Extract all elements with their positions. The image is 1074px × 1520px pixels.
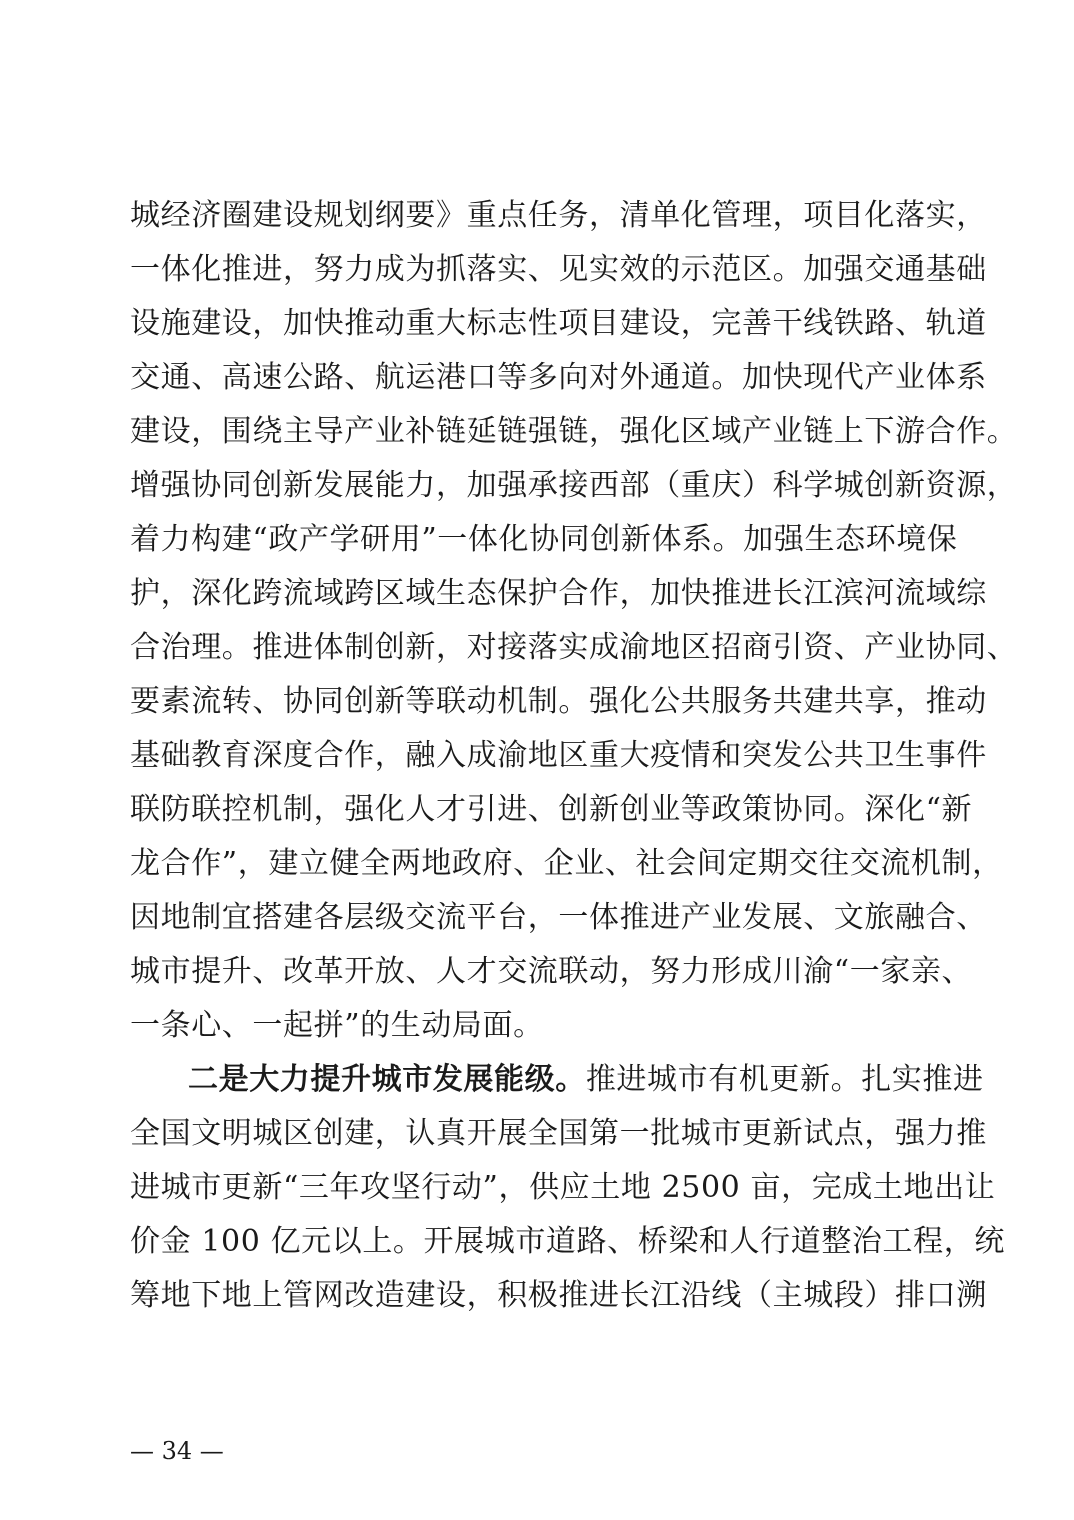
paragraph-line: 因地制宜搭建各层级交流平台，一体推进产业发展、文旅融合、 [130,900,987,935]
section-heading: 二是大力提升城市发展能级。 [188,1062,586,1097]
paragraph-line: 联防联控机制，强化人才引进、创新创业等政策协同。深化“新 [130,792,973,827]
paragraph-line: 城经济圈建设规划纲要》重点任务，清单化管理，项目化落实， [130,198,987,233]
paragraph-line: 龙合作”，建立健全两地政府、企业、社会间定期交往交流机制， [130,846,1003,881]
paragraph-line-text: 推进城市有机更新。扎实推进 [585,1062,984,1097]
paragraph-first-line [130,1053,984,1107]
paragraph-line: 增强协同创新发展能力，加强承接西部（重庆）科学城创新资源， [130,468,1018,503]
paragraph-line: 城市提升、改革开放、人才交流联动，努力形成川渝“一家亲、 [130,954,973,989]
paragraph-line: 基础教育深度合作，融入成渝地区重大疫情和突发公共卫生事件 [130,738,987,773]
paragraph-line: 交通、高速公路、航运港口等多向对外通道。加快现代产业体系 [130,360,987,395]
paragraph-line: 进城市更新“三年攻坚行动”，供应土地 2500 亩，完成土地出让 [130,1170,996,1205]
paragraph-line: 建设，围绕主导产业补链延链强链，强化区域产业链上下游合作。 [130,414,1018,449]
paragraph-line: 一体化推进，努力成为抓落实、见实效的示范区。加强交通基础 [130,252,987,287]
paragraph-line: 一条心、一起拼”的生动局面。 [130,1008,544,1043]
paragraph-line: 护，深化跨流域跨区域生态保护合作，加快推进长江滨河流域综 [130,576,987,611]
page-number: — 34 — [130,1437,224,1465]
paragraph-line: 着力构建“政产学研用”一体化协同创新体系。加强生态环境保 [130,522,958,557]
paragraph-line: 要素流转、协同创新等联动机制。强化公共服务共建共享，推动 [130,684,987,719]
paragraph-line: 价金 100 亿元以上。开展城市道路、桥梁和人行道整治工程，统 [130,1224,1005,1259]
body-text [130,189,1018,1323]
paragraph-line: 合治理。推进体制创新，对接落实成渝地区招商引资、产业协同、 [130,630,1018,665]
paragraph-line: 全国文明城区创建，认真开展全国第一批城市更新试点，强力推 [130,1116,987,1151]
paragraph-line: 设施建设，加快推动重大标志性项目建设，完善干线铁路、轨道 [130,306,987,341]
paragraph-line: 筹地下地上管网改造建设，积极推进长江沿线（主城段）排口溯 [130,1278,987,1313]
